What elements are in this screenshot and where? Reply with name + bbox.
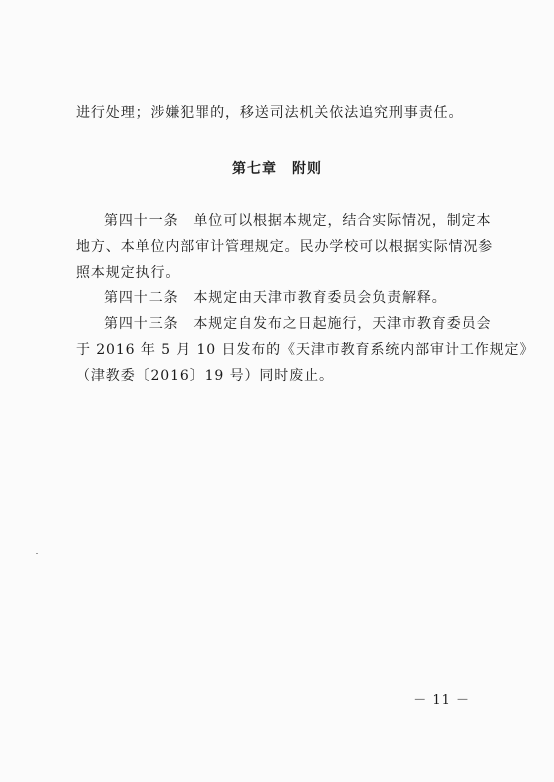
article-43-line-2: 于 2016 年 5 月 10 日发布的《天津市教育系统内部审计工作规定》	[76, 342, 535, 358]
article-41-line-3: 照本规定执行。	[76, 265, 181, 281]
article-41-line-2: 地方、本单位内部审计管理规定。民办学校可以根据实际情况参	[76, 239, 494, 255]
article-42-line-1: 第四十二条 本规定由天津市教育委员会负责解释。	[104, 290, 447, 306]
chapter-heading: 第七章 附则	[232, 161, 322, 177]
article-43-line-3: （津教委〔2016〕19 号）同时废止。	[76, 368, 334, 384]
continued-text-line: 进行处理；涉嫌犯罪的，移送司法机关依法追究刑事责任。	[76, 105, 464, 121]
article-41-line-1: 第四十一条 单位可以根据本规定，结合实际情况，制定本	[104, 213, 492, 229]
scan-speck	[36, 553, 38, 554]
page-number: － 11 －	[413, 693, 470, 708]
article-43-line-1: 第四十三条 本规定自发布之日起施行，天津市教育委员会	[104, 316, 492, 332]
